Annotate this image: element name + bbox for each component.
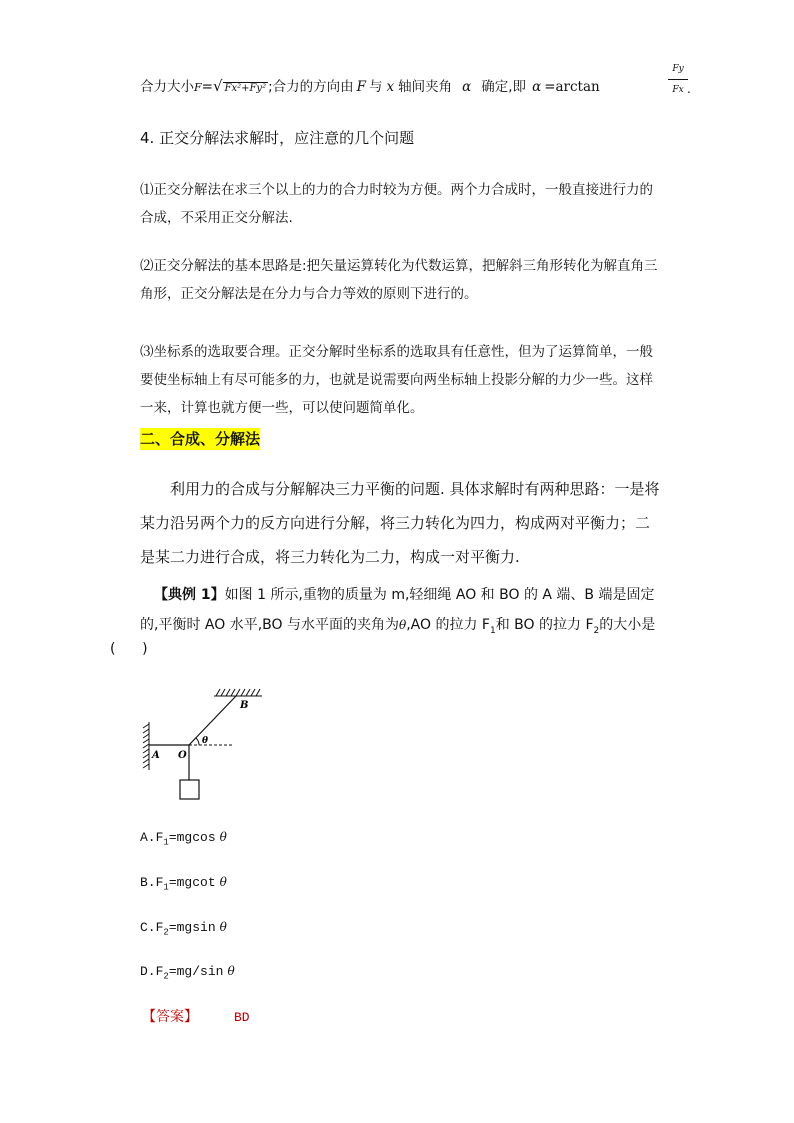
example-sub-2: 2 <box>593 625 600 636</box>
option-b[interactable] <box>140 875 227 893</box>
label-theta: θ <box>202 736 209 746</box>
answer-label: 【答案】 <box>142 1009 198 1025</box>
option-a-sub: 1 <box>163 837 169 848</box>
arctan-fraction <box>668 62 688 96</box>
option-a-F: F <box>155 830 164 845</box>
example-text-c: 和 BO 的拉力 F <box>495 617 594 633</box>
option-d[interactable] <box>140 964 235 982</box>
option-a[interactable] <box>140 830 227 848</box>
formula-radicand: Fx²+Fy² <box>224 83 267 94</box>
point-3-text: 坐标系的选取要合理。正交分解时坐标系的选取具有任意性，但为了运算简单，一般要使坐标轴上有尽可能多的力，也就是说需要向两坐标轴上投影分解的力少一些。这样一来，计算也就方便一些，可以使问题简单化。 <box>140 344 653 416</box>
formula-prefix: 合力大小 <box>140 79 194 95</box>
label-O: O <box>178 750 187 761</box>
formula-period: . <box>687 82 691 96</box>
formula-axis-text: 轴间夹角 <box>398 79 453 95</box>
label-B: B <box>240 700 249 711</box>
example-tag: 【典例 1】 <box>154 587 225 603</box>
example-text-d: 的大小是 <box>599 617 656 633</box>
option-d-expr: =mg/sin <box>168 964 224 979</box>
fraction-numerator: Fy <box>672 64 684 74</box>
answer-value: BD <box>234 1010 250 1025</box>
point-1-text: 正交分解法在求三个以上的力的合力时较为方便。两个力合成时，一般直接进行力的合成，不采用正交分解法. <box>140 182 653 226</box>
formula-F: F <box>194 81 202 94</box>
option-c-expr: =mgsin <box>168 920 216 935</box>
point-2 <box>140 252 660 308</box>
section-heading-2 <box>140 428 660 449</box>
angle-arc <box>196 738 199 745</box>
formula-mid-text: ;合力的方向由 <box>268 79 354 95</box>
example-sub-1: 1 <box>489 625 496 636</box>
wall-support <box>143 722 149 770</box>
option-b-F: F <box>155 875 164 890</box>
option-c[interactable] <box>140 920 227 938</box>
example-1-question <box>140 580 660 646</box>
option-b-letter: B. <box>140 875 156 890</box>
option-d-F: F <box>155 964 164 979</box>
option-a-expr: =mgcos <box>168 830 216 845</box>
option-c-theta: θ <box>219 920 227 934</box>
formula-with: 与 <box>369 79 383 95</box>
option-b-expr: =mgcot <box>168 875 216 890</box>
answer-line <box>142 1006 250 1026</box>
option-a-theta: θ <box>219 830 227 844</box>
formula-alpha: α <box>462 79 472 95</box>
ceiling-support <box>214 689 262 696</box>
example-theta: θ <box>398 618 407 632</box>
option-d-sub: 2 <box>163 971 169 982</box>
option-c-letter: C. <box>140 920 156 935</box>
option-c-F: F <box>155 920 164 935</box>
example-text-b: ,AO 的拉力 F <box>406 617 490 633</box>
option-b-theta: θ <box>219 875 227 889</box>
label-A: A <box>152 750 160 761</box>
point-1-label: ⑴ <box>140 182 154 198</box>
option-d-letter: D. <box>140 964 156 979</box>
option-d-theta: θ <box>227 964 235 978</box>
figure-1-diagram <box>140 682 270 804</box>
option-a-letter: A. <box>140 830 156 845</box>
answer-paren: ( ) <box>110 641 148 657</box>
point-2-text: 正交分解法的基本思路是:把矢量运算转化为代数运算，把解斜三角形转化为解直角三角形，正交分解法是在分力与合力等效的原则下进行的。 <box>140 258 658 302</box>
option-b-sub: 1 <box>163 882 169 893</box>
formula-F-vector: F <box>356 79 367 95</box>
point-3-label: ⑶ <box>140 344 154 360</box>
point-1 <box>140 176 660 232</box>
option-c-sub: 2 <box>163 927 169 938</box>
formula-equals: = <box>201 79 213 95</box>
section-4-title: 4. 正交分解法求解时，应注意的几个问题 <box>140 129 415 147</box>
example-text-a: 如图 1 所示,重物的质量为 m,轻细绳 AO 和 BO 的 A 端、B 端是固定的,平衡时 AO 水平,BO 与水平面的夹角为 <box>140 587 655 633</box>
rope-BO <box>189 696 236 745</box>
resultant-formula-line: 合力大小F=√ Fx²+Fy² ;合力的方向由 F 与 x 轴间夹角 α 确定,即 α =arctan <box>140 77 600 95</box>
formula-x: x <box>386 79 395 95</box>
point-3 <box>140 338 660 422</box>
point-2-label: ⑵ <box>140 258 154 274</box>
intro-paragraph: 利用力的合成与分解解决三力平衡的问题. 具体求解时有两种思路：一是将某力沿另两个力的反方向进行分解，将三力转化为四力，构成两对平衡力；二是某二力进行合成，将三力转化为二力，构成一对平衡力. <box>140 480 660 566</box>
heading-2-text: 二、合成、分解法 <box>140 430 261 448</box>
fraction-denominator: Fx <box>672 85 684 95</box>
formula-alpha-2: α <box>532 79 542 95</box>
formula-determined: 确定,即 <box>481 79 527 95</box>
hanging-weight <box>180 780 199 799</box>
formula-arctan: =arctan <box>544 79 600 95</box>
